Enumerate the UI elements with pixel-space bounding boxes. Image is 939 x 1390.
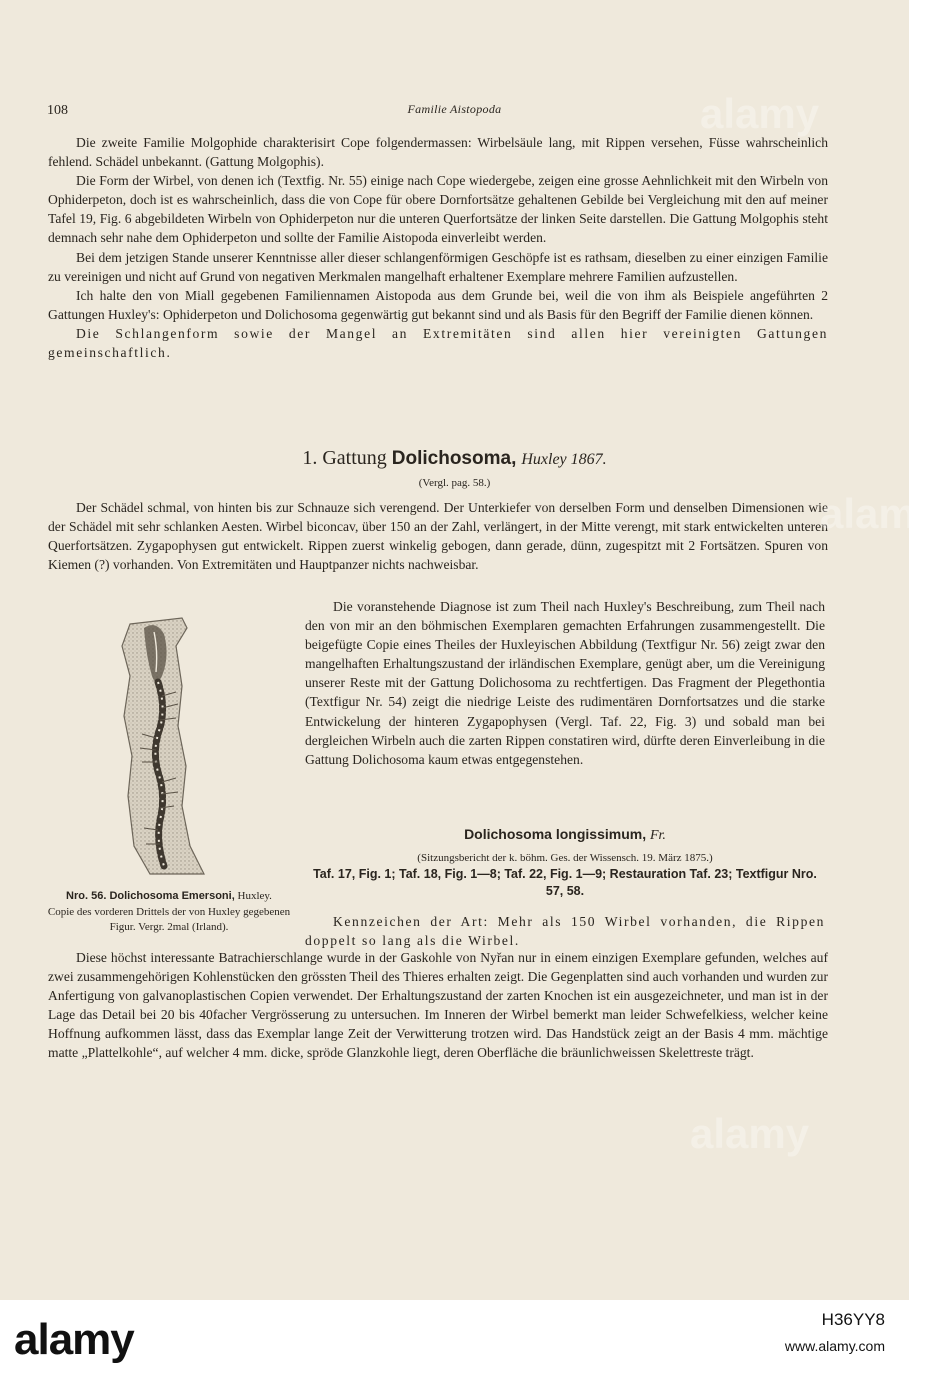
fossil-illustration [112, 616, 272, 878]
intro-paragraph-3: Bei dem jetzigen Stande unserer Kenntnisse aller dieser schlangenförmigen Geschöpfe ist es rathsam, dieselben zu einer einzigen Familie zu vereinigen und nicht auf Grund von negativen Merkmalen mangelhaft erhaltener Exemplare mehrere Familien aufzustellen. [48, 249, 828, 284]
species-plates: Taf. 17, Fig. 1; Taf. 18, Fig. 1—8; Taf. 22, Fig. 1—9; Restauration Taf. 23; Textfigur Nro. 57, 58. [313, 867, 817, 898]
figure-caption [40, 889, 298, 936]
watermark-ghost: alamy [700, 90, 820, 137]
species-title [305, 825, 825, 845]
caption-text: Copie des vorderen Drittels der von Huxley gegebenen Figur. Vergr. 2mal (Irland). [47, 905, 291, 933]
running-head: Familie Aistopoda [407, 102, 502, 116]
species-reference: (Sitzungsbericht der k. böhm. Ges. der Wissensch. 19. März 1875.) [417, 852, 713, 864]
genus-heading [0, 445, 909, 473]
species-name: Dolichosoma longissimum, [464, 826, 647, 842]
caption-author: Huxley. [237, 890, 272, 902]
genus-name: Dolichosoma, [391, 448, 517, 469]
intro-paragraph-5: Die Schlangenform sowie der Mangel an Extremitäten sind allen hier vereinigten Gattungen gemeinschaftlich. [48, 325, 828, 361]
intro-paragraph-1: Die zweite Familie Molgophide charakterisirt Cope folgendermassen: Wirbelsäule lang, mit Rippen versehen, Füsse wahrscheinlich fehlend. Schädel unbekannt. (Gattung Molgophis). [48, 135, 828, 170]
watermark-ghost: alamy [820, 490, 939, 537]
species-diagnosis: Kennzeichen der Art: Mehr als 150 Wirbel vorhanden, die Rippen doppelt so lang als die Wirbel. [305, 914, 825, 949]
watermark-ghost: alamy [690, 1110, 810, 1157]
genus-reference: (Vergl. pag. 58.) [418, 477, 491, 489]
watermark-logo: alamy [14, 1315, 134, 1364]
fossil-figure [112, 616, 272, 878]
genus-author: Huxley 1867. [521, 451, 607, 468]
genus-discussion: Die voranstehende Diagnose ist zum Theil nach Huxley's Beschreibung, zum Theil nach den von mir an den böhmischen Exemplaren gemachten Erfahrungen zusammengestellt. Die beigefügte Copie eines Theiles der Huxleyischen Abbildung (Textfigur Nr. 56) zeigt zwar den mangelhaften Erhaltungszustand der irländischen Exemplare, genügt aber, um die Vereinigung unserer Reste mit der Gattung Dolichosoma zu rechtfertigen. Das Fragment der Plegethontia (Textfigur Nr. 54) zeigt die niedrige Leiste des rudimentären Dornfortsatzes und die starke Entwickelung der hinteren Zygapophysen (Vergl. Taf. 22, Fig. 3) und sobald man bei dergleichen Wirbeln auch die zarten Rippen constatiren wird, dürfte deren Einverleibung in die Gattung Dolichosoma kaum etwas entgegenstehen. [305, 599, 825, 767]
intro-paragraph-2: Die Form der Wirbel, von denen ich (Textfig. Nr. 55) einige nach Cope wiedergebe, zeigen eine grosse Aehnlichkeit mit den Wirbeln von Ophiderpeton, doch ist es wahrscheinlich, dass die von Cope für obere Dornfortsätze gehaltenen Gebilde bei Vergleichung mit den auf meiner Tafel 19, Fig. 6 abgebildeten Wirbeln von Ophiderpeton nur die unteren Querfortsätze der linken Seite darstellen. Die Gattung Molgophis steht demnach sehr nahe dem Ophiderpeton und sollte der Familie Aistopoda einverleibt werden. [48, 173, 828, 246]
watermark-url: www.alamy.com [784, 1338, 885, 1354]
intro-paragraph-4: Ich halte den von Miall gegebenen Familiennamen Aistopoda aus dem Grunde bei, weil die von ihm als Beispiele angeführten 2 Gattungen Huxley's: Ophiderpeton und Dolichosoma gegenwärtig gut bekannt sind und als Basis für den Begriff der Familie dienen können. [48, 287, 828, 322]
species-author: Fr. [649, 828, 666, 843]
caption-label: Nro. 56. Dolichosoma Emersoni, [66, 890, 235, 902]
intro-section [48, 133, 828, 362]
species-description: Diese höchst interessante Batrachierschlange wurde in der Gaskohle von Nyřan nur in einem einzigen Exemplare gefunden, welches auf zwei zusammengehörigen Kohlenstücken den grössten Theil des Thieres erhalten zeigt. Die Gegenplatten sind auch vorhanden und wurden zur Anfertigung von galvanoplastischen Copien verwendet. Der Erhaltungszustand der zarten Knochen ist ein ausgezeichneter, und man ist in der Lage das Detail bei 20 bis 40facher Vergrösserung zu untersuchen. Im Inneren der Wirbel bemerkt man leider Schwefelkiess, welcher keine Hoffnung aufkommen lässt, dass das Exemplar lange Zeit der Verwitterung trotzen wird. Das Handstück zeigt an der Basis 4 mm. mächtige matte „Plattelkohle“, auf welcher 4 mm. dicke, spröde Glanzkohle liegt, deren Oberfläche die bräunlichweissen Skelettreste trägt. [48, 950, 828, 1061]
genus-number: 1. Gattung [302, 447, 387, 469]
genus-diagnosis: Der Schädel schmal, von hinten bis zur Schnauze sich verengend. Der Unterkiefer von derselben Form und denselben Dimensionen wie der Schädel mit sehr schlanken Aesten. Wirbel biconcav, über 150 an der Zahl, verlängert, in der Mitte verengt, mit stark entwickelten unteren Querfortsätzen. Zygapophysen gut entwickelt. Rippen zuerst winkelig gebogen, dann gerade, dünn, zugespitzt mit 2 Fortsätzen. Spuren von Kiemen (?) vorhanden. Von Extremitäten und Hauptpanzer nichts nachweisbar. [48, 500, 828, 573]
watermark-image-id: H36YY8 [821, 1310, 885, 1329]
page-number: 108 [47, 103, 68, 118]
watermark-bar [0, 1300, 909, 1390]
